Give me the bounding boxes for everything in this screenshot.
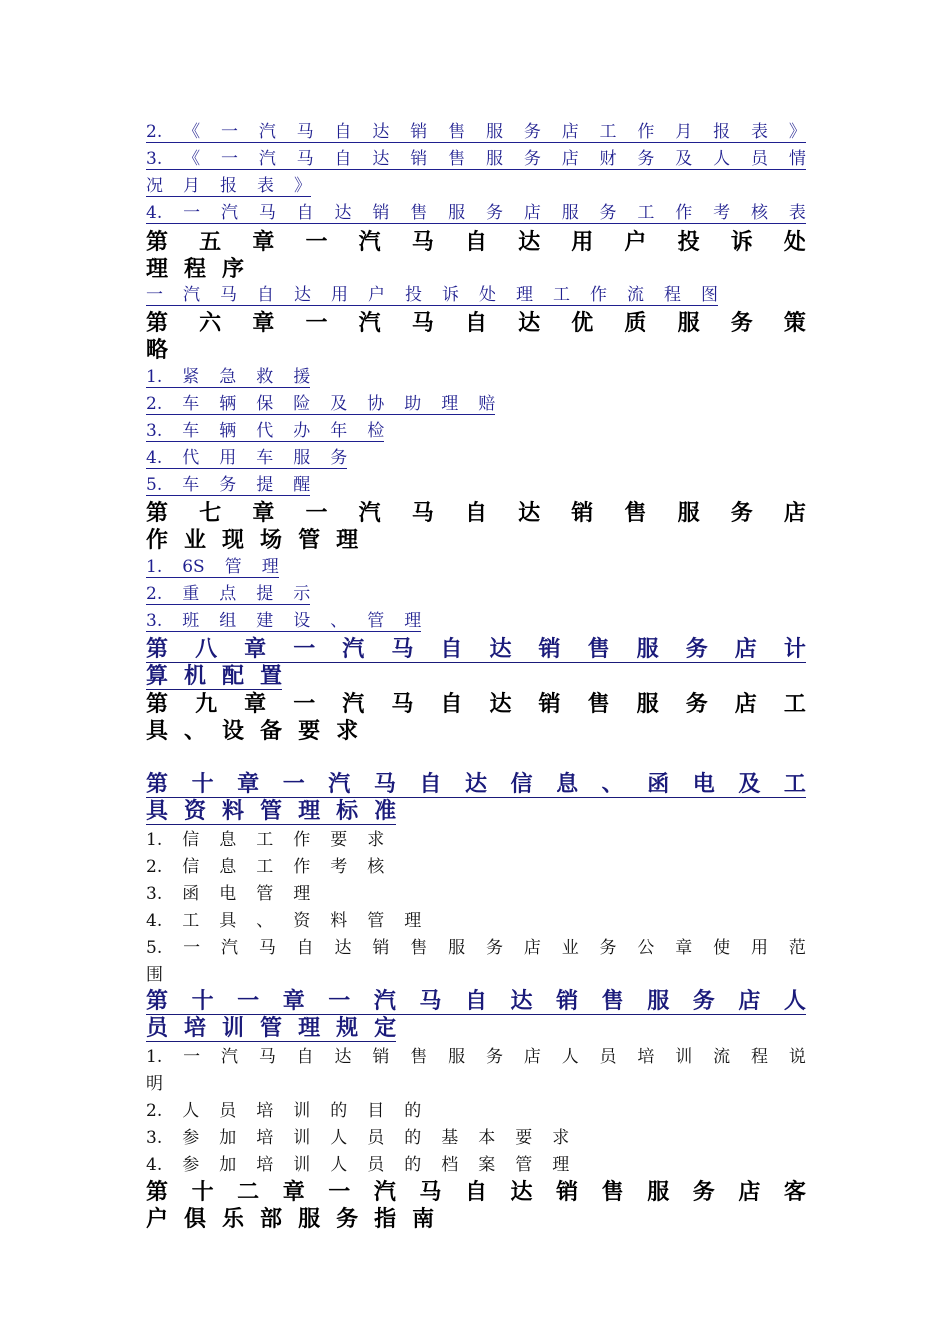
list-item [146, 823, 384, 850]
toc-link-finance-staff-report-cont[interactable] [146, 170, 311, 197]
line-text: 4. 工 具 、 资 料 管 理 [146, 911, 422, 931]
toc-link-finance-staff-report[interactable] [146, 143, 806, 170]
chapter-12-heading-cont [146, 1202, 434, 1232]
line-text: 2. 人 员 培 训 的 目 的 [146, 1101, 422, 1121]
chapter-12-heading [146, 1175, 806, 1205]
list-item [146, 1148, 569, 1175]
line-text: 4. 参 加 培 训 人 员 的 档 案 管 理 [146, 1155, 570, 1175]
toc-link-service-assessment-table[interactable] [146, 197, 806, 224]
line-text: 3. 参 加 培 训 人 员 的 基 本 要 求 [146, 1128, 570, 1148]
toc-link-insurance-claims[interactable] [146, 388, 495, 415]
list-item [146, 1094, 421, 1121]
line-text: 2. 车 辆 保 险 及 协 助 理 赔 [146, 394, 496, 414]
toc-link-monthly-work-report[interactable] [146, 116, 806, 143]
heading-text: 第 十 章 一 汽 马 自 达 信 息 、 函 电 及 工 [146, 771, 806, 797]
list-item [146, 877, 310, 904]
toc-link-key-points[interactable] [146, 578, 310, 605]
list-item [146, 1121, 569, 1148]
chapter-10-heading-link-cont[interactable] [146, 795, 396, 825]
heading-text: 第 十 一 章 一 汽 马 自 达 销 售 服 务 店 人 [146, 988, 806, 1014]
chapter-6-heading-cont [146, 333, 168, 363]
line-text: 1. 紧 急 救 援 [146, 367, 311, 387]
list-item [146, 904, 421, 931]
chapter-9-heading-cont [146, 714, 358, 744]
line-text: 3. 《 一 汽 马 自 达 销 售 服 务 店 财 务 及 人 员 情 [146, 149, 806, 169]
heading-text: 第 六 章 一 汽 马 自 达 优 质 服 务 策 [146, 310, 806, 336]
chapter-8-heading-link-cont[interactable] [146, 660, 282, 690]
heading-text: 员 培 训 管 理 规 定 [146, 1015, 397, 1041]
chapter-7-heading-cont [146, 523, 358, 553]
heading-text: 户 俱 乐 部 服 务 指 南 [146, 1206, 435, 1232]
toc-link-reminders[interactable] [146, 469, 310, 496]
list-item-cont [146, 1067, 163, 1094]
heading-text: 具 、 设 备 要 求 [146, 718, 359, 744]
list-item [146, 850, 384, 877]
line-text: 况 月 报 表 》 [146, 176, 311, 196]
line-text: 1. 信 息 工 作 要 求 [146, 830, 385, 850]
toc-link-annual-inspection[interactable] [146, 415, 384, 442]
heading-text: 作 业 现 场 管 理 [146, 527, 359, 553]
line-text: 3. 函 电 管 理 [146, 884, 311, 904]
line-text: 围 [146, 965, 163, 985]
heading-text: 第 八 章 一 汽 马 自 达 销 售 服 务 店 计 [146, 636, 806, 662]
heading-text: 具 资 料 管 理 标 准 [146, 798, 397, 824]
line-text: 5. 一 汽 马 自 达 销 售 服 务 店 业 务 公 章 使 用 范 [146, 938, 806, 958]
line-text: 1. 一 汽 马 自 达 销 售 服 务 店 人 员 培 训 流 程 说 [146, 1047, 806, 1067]
heading-text: 第 七 章 一 汽 马 自 达 销 售 服 务 店 [146, 500, 806, 526]
heading-text: 算 机 配 置 [146, 663, 283, 689]
line-text: 一 汽 马 自 达 用 户 投 诉 处 理 工 作 流 程 图 [146, 285, 718, 305]
chapter-10-heading-link[interactable] [146, 768, 806, 798]
line-text: 2. 信 息 工 作 考 核 [146, 857, 385, 877]
chapter-9-heading [146, 687, 806, 717]
line-text: 3. 车 辆 代 办 年 检 [146, 421, 385, 441]
chapter-7-heading [146, 496, 806, 526]
heading-text: 理 程 序 [146, 256, 245, 282]
chapter-11-heading-link-cont[interactable] [146, 1012, 396, 1042]
heading-text: 第 五 章 一 汽 马 自 达 用 户 投 诉 处 [146, 229, 806, 255]
toc-link-courtesy-car[interactable] [146, 442, 347, 469]
line-text: 4. 代 用 车 服 务 [146, 448, 348, 468]
toc-link-6s[interactable] [146, 551, 279, 578]
heading-text: 略 [146, 337, 169, 363]
heading-text: 第 九 章 一 汽 马 自 达 销 售 服 务 店 工 [146, 691, 806, 717]
line-text: 1. 6S 管 理 [146, 557, 279, 577]
toc-link-complaint-flowchart[interactable] [146, 279, 718, 306]
line-text: 3. 班 组 建 设 、 管 理 [146, 611, 422, 631]
chapter-11-heading-link[interactable] [146, 985, 806, 1015]
chapter-8-heading-link[interactable] [146, 633, 806, 663]
line-text: 4. 一 汽 马 自 达 销 售 服 务 店 服 务 工 作 考 核 表 [146, 203, 806, 223]
line-text: 5. 车 务 提 醒 [146, 475, 311, 495]
chapter-6-heading [146, 306, 806, 336]
list-item-cont [146, 958, 163, 985]
toc-link-emergency-rescue[interactable] [146, 361, 310, 388]
chapter-5-heading [146, 225, 806, 255]
toc-link-team-building[interactable] [146, 605, 421, 632]
list-item [146, 931, 806, 958]
line-text: 2. 《 一 汽 马 自 达 销 售 服 务 店 工 作 月 报 表 》 [146, 122, 806, 142]
line-text: 2. 重 点 提 示 [146, 584, 311, 604]
list-item [146, 1040, 806, 1067]
chapter-5-heading-cont [146, 252, 244, 282]
heading-text: 第 十 二 章 一 汽 马 自 达 销 售 服 务 店 客 [146, 1179, 806, 1205]
line-text: 明 [146, 1074, 163, 1094]
